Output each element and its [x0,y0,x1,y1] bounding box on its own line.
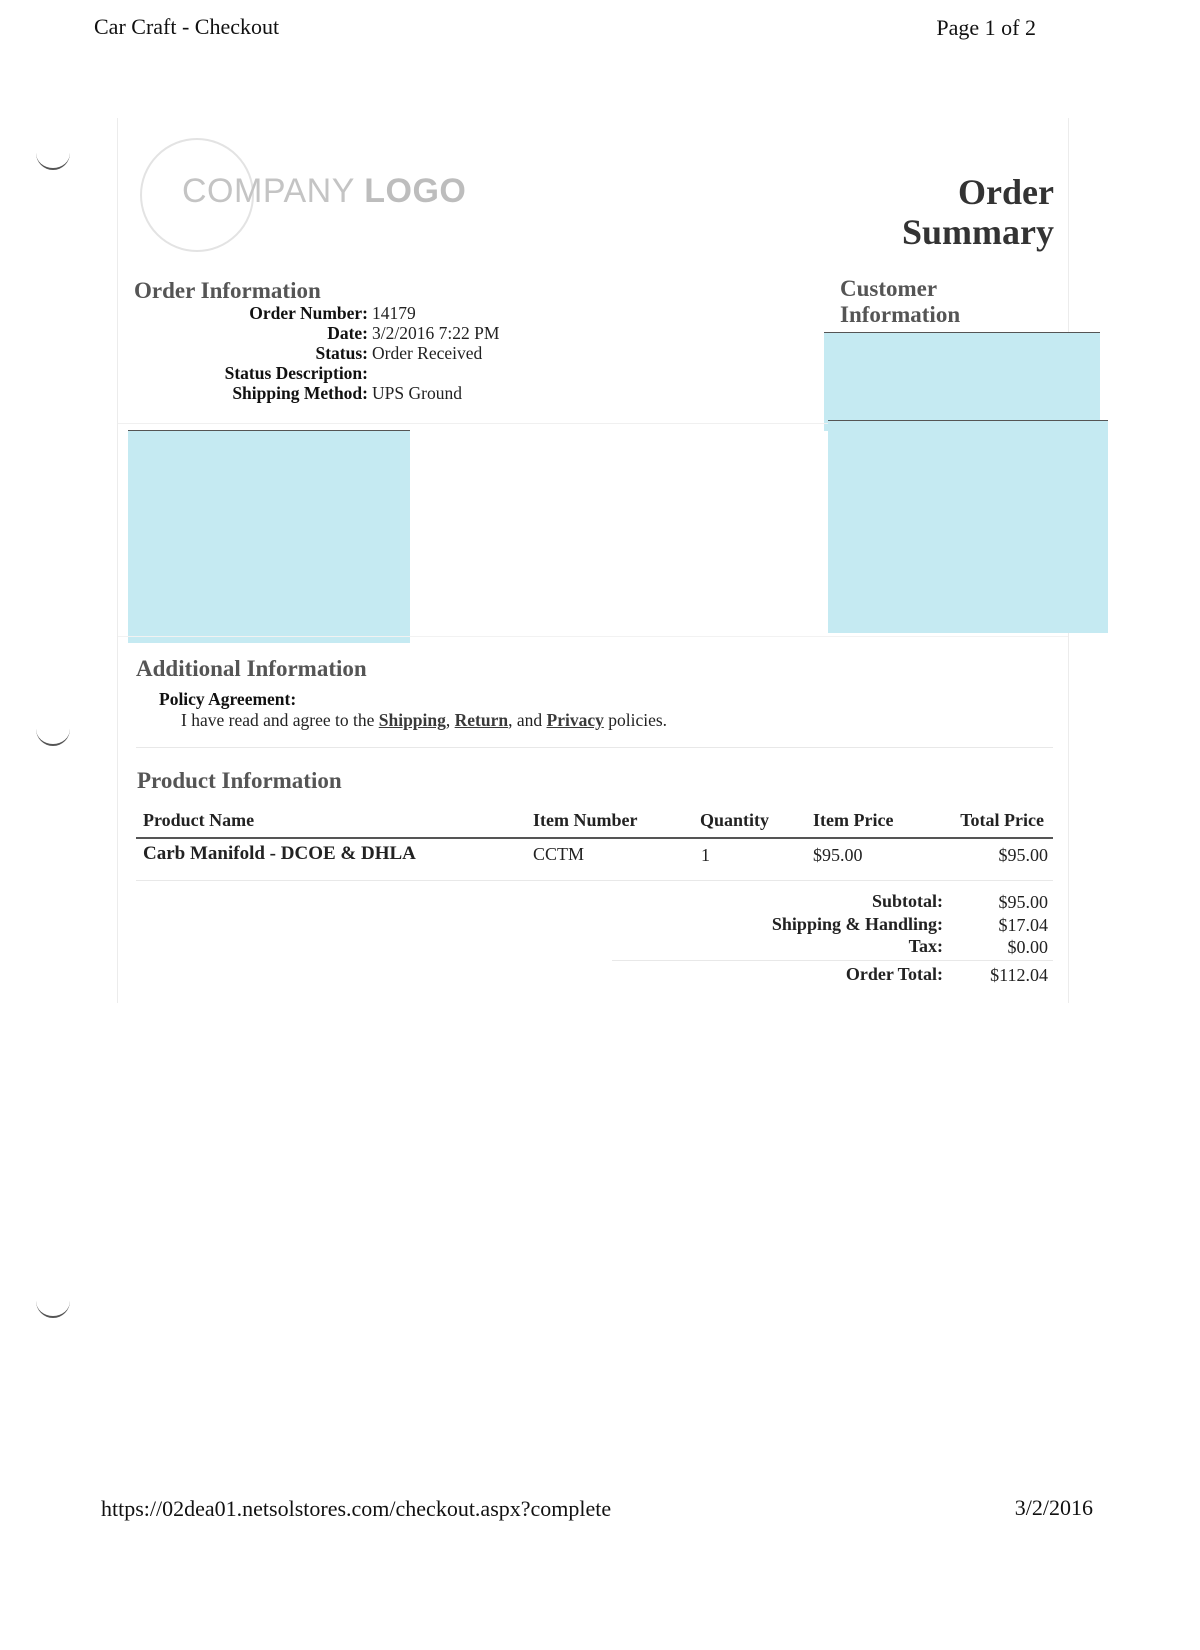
punch-hole-top [36,152,70,170]
order-number-label: Order Number: [249,303,368,323]
print-footer-url: https://02dea01.netsolstores.com/checkout.aspx?complete [101,1496,612,1521]
order-date-row [327,323,368,344]
shipping-method-value: UPS Ground [372,383,462,403]
status-description-row [225,363,368,384]
order-information-heading: Order Information [134,278,321,303]
policy-prefix: I have read and agree to the [181,710,375,730]
content-frame-left [117,118,118,1003]
product-information-heading: Product Information [137,768,342,793]
order-total-value: $112.04 [990,965,1048,985]
policy-agreement-text [181,710,667,731]
totals-divider [612,960,1053,961]
redaction-sticker-shipping [828,420,1108,633]
column-header-item-number: Item Number [533,810,638,830]
column-header-product-name: Product Name [143,810,255,830]
address-section-divider-bottom [118,636,1068,637]
page-title-line2: Summary [902,212,1054,252]
column-header-item-price: Item Price [813,810,894,830]
page-title-line1: Order [958,172,1054,212]
quantity-cell: 1 [701,845,710,865]
punch-hole-bottom [36,1300,70,1318]
return-policy-link[interactable]: Return [454,710,509,730]
policy-suffix: policies. [608,710,668,730]
policy-agreement-row [159,689,296,710]
privacy-policy-link[interactable]: Privacy [546,710,604,730]
shipping-policy-link[interactable]: Shipping [378,710,446,730]
order-number-row [249,303,368,324]
column-header-total-price: Total Price [960,810,1044,830]
order-status-row [315,343,368,364]
policy-separator-comma: , [445,710,451,730]
order-total-label: Order Total: [845,964,943,984]
subtotal-value: $95.00 [998,892,1048,912]
item-price-cell: $95.00 [813,845,863,865]
shipping-method-label: Shipping Method: [232,383,368,403]
customer-information-heading-line2: Information [840,302,961,327]
logo-text [182,172,466,211]
total-price-cell: $95.00 [998,845,1048,865]
punch-hole-middle [36,728,70,746]
shipping-handling-label: Shipping & Handling: [771,914,943,934]
item-number-cell: CCTM [533,844,585,864]
product-name-cell: Carb Manifold - DCOE & DHLA [143,843,416,864]
policy-agreement-label: Policy Agreement: [159,689,297,709]
order-date-label: Date: [327,323,368,343]
table-row-divider [136,880,1053,881]
tax-value: $0.00 [1007,937,1048,957]
subtotal-label: Subtotal: [871,891,943,911]
logo-text-bold: LOGO [364,172,467,210]
tax-label: Tax: [908,936,943,956]
redaction-sticker-billing [128,430,410,643]
print-header-title: Car Craft - Checkout [94,14,280,39]
additional-information-heading: Additional Information [136,656,367,681]
policy-separator-and: , and [508,710,543,730]
additional-info-divider [136,747,1053,748]
page-title [902,172,1054,252]
customer-information-heading [840,276,960,328]
order-number-value: 14179 [372,303,416,323]
order-status-label: Status: [315,343,368,363]
customer-information-heading-line1: Customer [840,276,938,301]
logo-text-light: COMPANY [182,172,355,210]
table-header-rule [136,837,1053,839]
order-date-value: 3/2/2016 7:22 PM [372,323,500,343]
column-header-quantity: Quantity [700,810,770,830]
print-footer-date: 3/2/2016 [1014,1495,1093,1520]
order-status-value: Order Received [372,343,483,363]
shipping-handling-value: $17.04 [998,915,1048,935]
print-header-page-number: Page 1 of 2 [936,15,1036,40]
shipping-method-row [232,383,368,404]
status-description-label: Status Description: [224,363,368,383]
redaction-sticker-customer [824,332,1100,431]
